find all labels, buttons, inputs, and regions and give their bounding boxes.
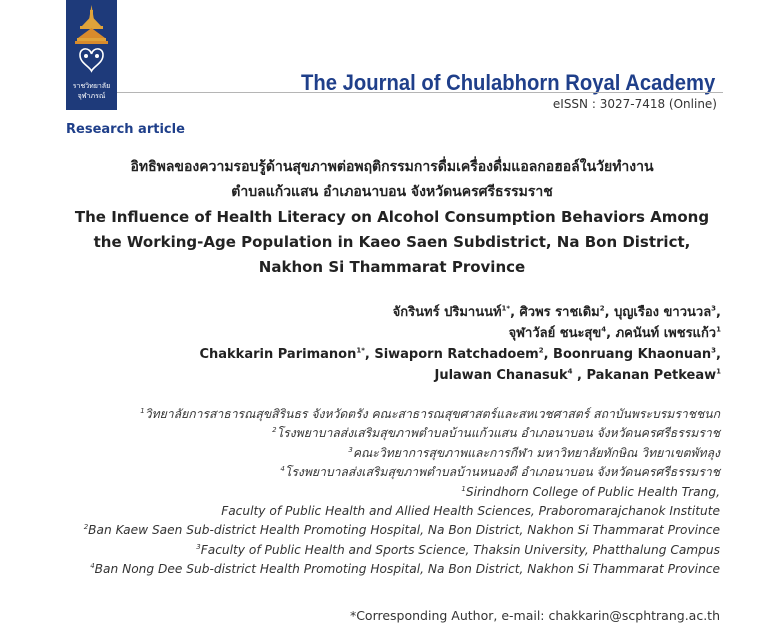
- affiliation-thai-4: [84, 463, 720, 482]
- author-name: ศิวพร ราชเดิม: [519, 305, 600, 320]
- affiliation-sup: 3: [196, 542, 201, 551]
- affiliation-english-1: [84, 483, 720, 502]
- authors-thai-line2: จุฬาวัลย์ ชนะสุข$^4$, ภคนันท์ เพชรแก้ว$^1$: [508, 325, 721, 341]
- author-sup: 2: [599, 304, 605, 313]
- author-name: Pakanan Petkeaw: [586, 368, 717, 383]
- author-sup: 4: [601, 325, 607, 334]
- affiliation-text: โรงพยาบาลส่งเสริมสุขภาพตำบลบ้านแก้วแสน อำเภอนาบอน จังหวัดนครศรีธรรมราช: [276, 426, 720, 441]
- header-divider: [117, 92, 723, 93]
- title-english-line1: The Influence of Health Literacy on Alcohol Consumption Behaviors Among: [74, 208, 710, 226]
- article-title-block: [60, 155, 724, 280]
- author-name: Boonruang Khaonuan: [553, 347, 712, 362]
- journal-title: The Journal of Chulabhorn Royal Academy: [300, 70, 715, 95]
- logo-text-line1: ราชวิทยาลัย: [72, 82, 111, 90]
- affiliation-thai-2: [84, 424, 720, 443]
- affiliation-sup: 1: [140, 406, 145, 415]
- issn-label: eISSN : 3027-7418 (Online): [552, 97, 717, 111]
- affiliation-text: Sirindhorn College of Public Health Trang,: [465, 484, 720, 499]
- author-name: Julawan Chanasuk: [434, 368, 568, 383]
- author-sup: 1*: [501, 304, 511, 313]
- author-name: Siwaporn Ratchadoem: [374, 347, 539, 362]
- title-thai-line2: ตำบลแก้วแสน อำเภอนาบอน จังหวัดนครศรีธรรมราช: [231, 184, 553, 200]
- author-sup: 1*: [356, 346, 365, 355]
- logo-text-line2: จุฬาภรณ์: [77, 92, 106, 100]
- author-name: Chakkarin Parimanon: [199, 347, 357, 362]
- authors-english-line1: Chakkarin Parimanon$^{1*}$, Siwaporn Ratchadoem$^2$, Boonruang Khaonuan$^3$,: [199, 346, 721, 362]
- affiliation-text: Ban Nong Dee Sub-district Health Promoting Hospital, Na Bon District, Nakhon Si Thammarat Province: [94, 562, 720, 577]
- affiliation-text: โรงพยาบาลส่งเสริมสุขภาพตำบลบ้านหนองดี อำเภอนาบอน จังหวัดนครศรีธรรมราช: [284, 465, 720, 480]
- article-type-label: Research article: [66, 122, 185, 137]
- author-sup: 1: [716, 367, 721, 376]
- title-thai-line1: อิทธิพลของความรอบรู้ด้านสุขภาพต่อพฤติกรรมการดื่มเครื่องดื่มแอลกอฮอล์ในวัยทำงาน: [130, 159, 654, 175]
- affiliation-text: Faculty of Public Health and Sports Science, Thaksin University, Phatthalung Campus: [200, 542, 720, 557]
- author-sup: 3: [711, 304, 717, 313]
- affiliation-text: Ban Kaew Saen Sub-district Health Promoting Hospital, Na Bon District, Nakhon Si Thammarat Province: [88, 523, 720, 538]
- author-sup: 1: [716, 325, 721, 334]
- author-name: จุฬาวัลย์ ชนะสุข: [508, 326, 602, 341]
- authors-english-line2: Julawan Chanasuk$^4$ , Pakanan Petkeaw$^1$: [434, 367, 721, 383]
- author-sup: 3: [711, 346, 717, 355]
- affiliation-english-1-cont: [84, 502, 720, 521]
- affiliation-sup: 2: [83, 523, 89, 532]
- corresponding-author: *Corresponding Author, e-mail: chakkarin@scphtrang.ac.th: [349, 608, 720, 623]
- affiliation-text: คณะวิทยาการสุขภาพและการกีฬา มหาวิทยาลัยทักษิณ วิทยาเขตพัทลุง: [352, 445, 720, 460]
- affiliation-sup: 3: [348, 445, 353, 454]
- affiliation-sup: 2: [272, 426, 277, 435]
- authors-thai-line1: จักรินทร์ ปริมานนท์$^{1*}$, ศิวพร ราชเดิม$^2$, บุญเรือง ขาวนวล$^3$,: [392, 304, 721, 320]
- affiliation-text: วิทยาลัยการสาธารณสุขสิรินธร จังหวัดตรัง คณะสาธารณสุขศาสตร์และสหเวชศาสตร์ สถาบันพระบรมราชชนก: [144, 407, 720, 421]
- affiliation-english-2: [84, 521, 720, 540]
- author-name: ภคนันท์ เพชรแก้ว: [615, 326, 717, 341]
- affiliation-sup: 1: [461, 484, 466, 493]
- author-name: บุญเรือง ขาวนวล: [614, 305, 712, 320]
- affiliation-english-4: [84, 560, 720, 579]
- author-list: [199, 302, 721, 386]
- affiliation-sup: 4: [280, 465, 285, 474]
- title-english-line3: Nakhon Si Thammarat Province: [258, 258, 526, 276]
- author-name: จักรินทร์ ปริมานนท์: [392, 305, 502, 320]
- affiliation-thai-3: [84, 444, 720, 463]
- affiliation-english-3: [84, 541, 720, 560]
- affiliation-sup: 4: [90, 562, 95, 571]
- affiliation-text: Faculty of Public Health and Allied Health Sciences, Praboromarajchanok Institute: [221, 504, 720, 519]
- title-english-line2: the Working-Age Population in Kaeo Saen Subdistrict, Na Bon District,: [93, 233, 691, 251]
- author-sup: 2: [538, 346, 544, 355]
- affiliation-list: [84, 405, 720, 580]
- affiliation-thai-1: [84, 405, 720, 424]
- author-sup: 4: [567, 367, 573, 376]
- academy-logo: [66, 0, 117, 110]
